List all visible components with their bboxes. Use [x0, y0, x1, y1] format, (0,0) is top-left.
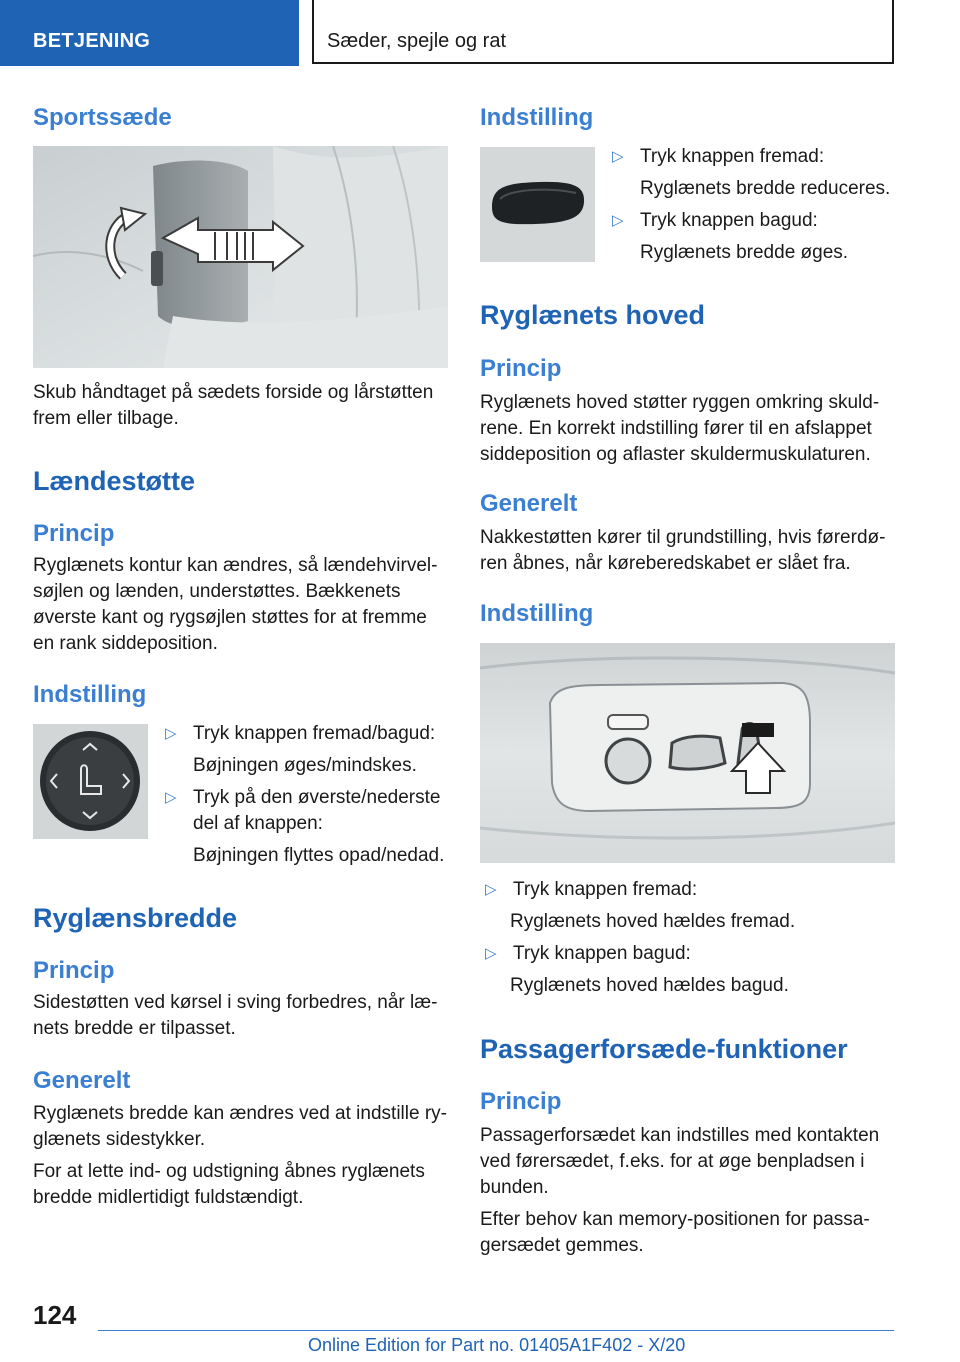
- bullet-triangle-icon: ▷: [165, 789, 177, 806]
- princip4-line-2: ved førersædet, f.eks. for at øge benpladsen i: [480, 1151, 865, 1172]
- heading-indstilling-1: Indstilling: [33, 681, 147, 708]
- footer-divider: [98, 1330, 894, 1331]
- sport-seat-illustration: [33, 146, 448, 368]
- header-section-label: BETJENING: [33, 30, 151, 52]
- heading-laendestotte: Lændestøtte: [33, 466, 195, 496]
- header-chapter-label: Sæder, spejle og rat: [327, 30, 506, 52]
- heading-princip-4: Princip: [480, 1088, 562, 1115]
- bullet-triangle-icon: ▷: [485, 945, 497, 962]
- heading-ryglaensbredde: Ryglænsbredde: [33, 903, 238, 933]
- header-section-tab: [0, 0, 299, 66]
- princip4-line-4: Efter behov kan memory-positionen for passa-: [480, 1209, 870, 1230]
- princip1-line-1: Ryglænets kontur kan ændres, så lændehvirvel-: [33, 555, 438, 576]
- heading-sportssaede: Sportssæde: [33, 104, 172, 131]
- page-number: 124: [33, 1300, 77, 1330]
- footer-edition: Online Edition for Part no. 01405A1F402 - X/20: [308, 1335, 686, 1355]
- heading-indstilling-2: Indstilling: [480, 104, 594, 131]
- princip1-line-4: en rank siddeposition.: [33, 633, 218, 654]
- heading-princip-2: Princip: [33, 957, 115, 984]
- bullet-triangle-icon: ▷: [165, 725, 177, 742]
- bullet-triangle-icon: ▷: [612, 148, 624, 165]
- princip3-line-2: rene. En korrekt indstilling fører til en afslappet: [480, 418, 872, 439]
- princip2-line-2: nets bredde er tilpasset.: [33, 1018, 236, 1039]
- princip4-line-1: Passagerforsædet kan indstilles med kontakten: [480, 1125, 880, 1146]
- header-chapter-box: [312, 0, 894, 64]
- heading-indstilling-3: Indstilling: [480, 600, 594, 627]
- width-button-illustration: [480, 147, 595, 262]
- princip2-line-1: Sidestøtten ved kørsel i sving forbedres, når læ-: [33, 992, 438, 1013]
- princip3-line-3: siddeposition og aflaster skuldermuskulaturen.: [480, 444, 871, 465]
- heading-ryglaenets-hoved: Ryglænets hoved: [480, 300, 706, 330]
- bullet-triangle-icon: ▷: [612, 212, 624, 229]
- generelt1-line-1: Ryglænets bredde kan ændres ved at indstille ry-: [33, 1103, 447, 1124]
- generelt1-line-3: For at lette ind- og udstigning åbnes ryglænets: [33, 1161, 425, 1182]
- princip4-line-5: gersædet gemmes.: [480, 1235, 644, 1256]
- generelt1-line-4: bredde midlertidigt fuldstændigt.: [33, 1187, 304, 1208]
- generelt2-line-1: Nakkestøtten kører til grundstilling, hvis førerdø-: [480, 527, 886, 548]
- princip1-line-2: søjlen og lænden, understøttes. Bækkenets: [33, 581, 401, 602]
- heading-generelt-1: Generelt: [33, 1067, 131, 1094]
- sportssaede-text-line2: frem eller tilbage.: [33, 408, 179, 429]
- heading-princip-3: Princip: [480, 355, 562, 382]
- lumbar-knob-illustration: [33, 724, 148, 839]
- generelt1-line-2: glænets sidestykker.: [33, 1129, 206, 1150]
- seat-control-panel-illustration: [480, 643, 895, 863]
- heading-passagerforsaede: Passagerforsæde-funktioner: [480, 1034, 848, 1064]
- princip1-line-3: øverste kant og rygsøjlen støttes for at fremme: [33, 607, 427, 628]
- generelt2-line-2: ren åbnes, når køreberedskabet er slået fra.: [480, 553, 851, 574]
- princip3-line-1: Ryglænets hoved støtter ryggen omkring skuld-: [480, 392, 880, 413]
- bullet-triangle-icon: ▷: [485, 881, 497, 898]
- heading-generelt-2: Generelt: [480, 490, 578, 517]
- heading-princip-1: Princip: [33, 520, 115, 547]
- sportssaede-text-line1: Skub håndtaget på sædets forside og lårstøtten: [33, 382, 434, 403]
- princip4-line-3: bunden.: [480, 1177, 549, 1198]
